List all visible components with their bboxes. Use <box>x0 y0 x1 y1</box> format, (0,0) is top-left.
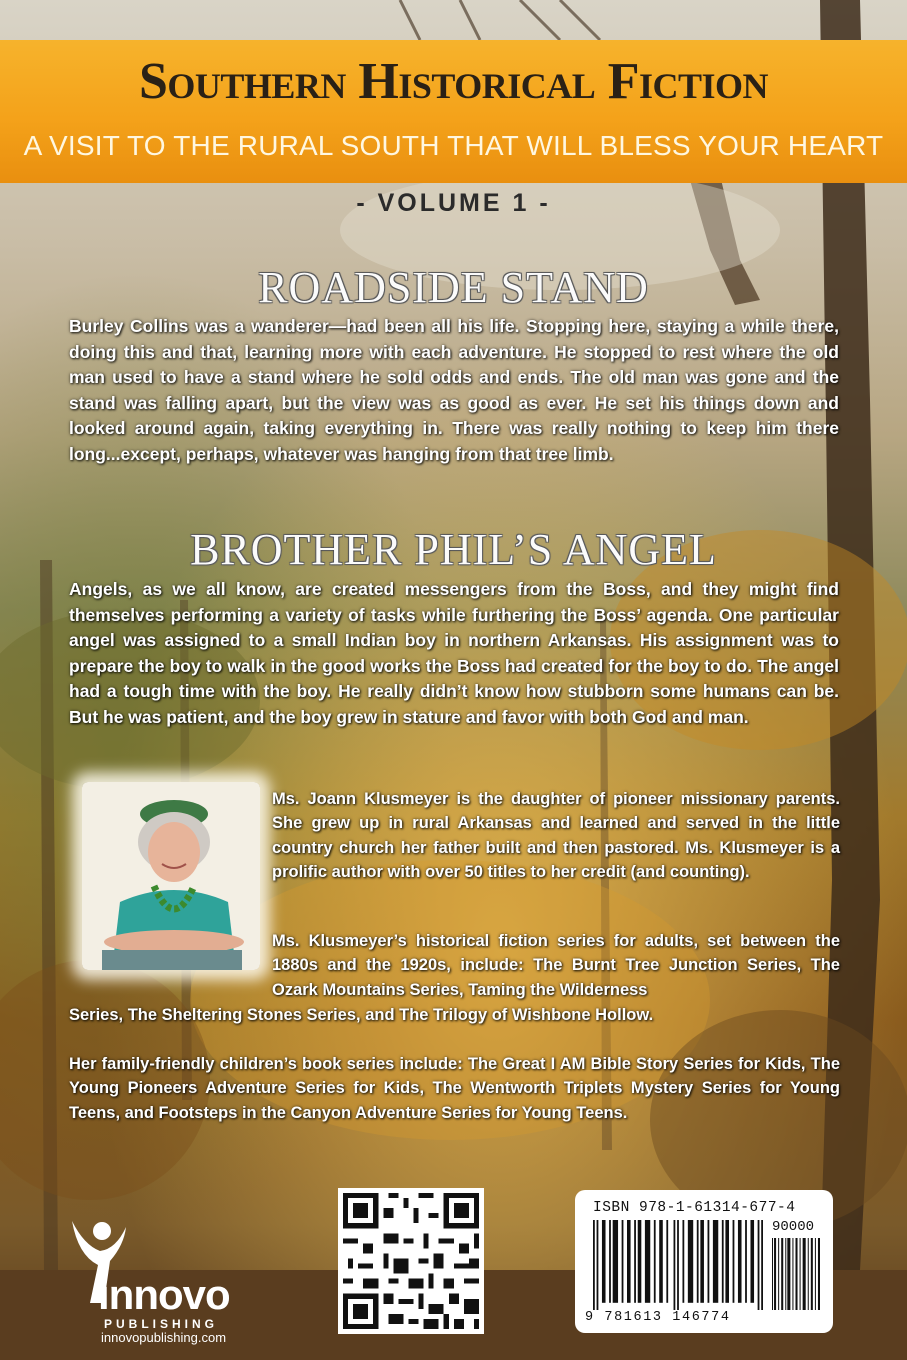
author-photo <box>82 782 260 970</box>
story-blurb-roadside-stand: Burley Collins was a wanderer—had been all his life. Stopping here, staying a while there, doing this and that, learning more with each adventure. He stopped to rest where the old man used to have a stand where he sold odds and ends. The old man was gone and the stand was falling apart, but the view was as good as ever. He set his things down and looked around again, taking everything in. There was really nothing to keep him there long...except, perhaps, whatever was hanging from that tree limb. <box>69 316 839 464</box>
author-bio: Ms. Joann Klusmeyer is the daughter of pioneer missionary parents. She grew up in rural Arkansas and learned and served in the little country church her father built and then pastored. Ms. Klusmeyer is a prolific author with over 50 titles to her credit (and counting). <box>272 790 840 882</box>
publisher-url: innovopublishing.com <box>101 1330 227 1345</box>
barcode-icon <box>593 1220 763 1310</box>
price-code: 90000 <box>772 1219 815 1235</box>
author-adult-series-cont: Series, The Sheltering Stones Series, and The Trilogy of Wishbone Hollow. <box>69 1006 654 1024</box>
story-title-roadside-stand: ROADSIDE STAND <box>258 263 649 312</box>
story-blurb-brother-phils-angel: Angels, as we all know, are created messengers from the Boss, and they might find themselves performing a variety of tasks while furthering the Boss’ agenda. One particular angel was assigned to a small Indian boy in northern Arkansas. His assignment was to prepare the boy to walk in the good works the Boss had created for the boy to do. The angel had a tough time with the boy. He really didn’t know how stubborn some humans can be. But he was patient, and the boy grew in stature and favor with both God and man. <box>69 579 839 727</box>
story-title-brother-phils-angel: BROTHER PHIL’S ANGEL <box>190 525 717 574</box>
price-barcode-icon <box>772 1238 820 1310</box>
isbn-label: ISBN 978-1-61314-677-4 <box>593 1200 796 1216</box>
volume-label: - VOLUME 1 - <box>356 189 551 217</box>
author-adult-series: Ms. Klusmeyer’s historical fiction series for adults, set between the 1880s and the 1920s, include: The Burnt Tree Junction Series, The Ozark Mountains Series, Taming the Wilderness <box>272 932 840 999</box>
series-subtitle: A VISIT TO THE RURAL SOUTH THAT WILL BLESS YOUR HEART <box>23 130 884 161</box>
isbn-barcode <box>575 1190 833 1333</box>
series-title: Southern Historical Fiction <box>138 53 769 110</box>
qr-code-icon <box>338 1188 484 1334</box>
publisher-tagline: PUBLISHING <box>104 1317 219 1331</box>
author-children-series: Her family-friendly children’s book series include: The Great I AM Bible Story Series for Kids, The Young Pioneers Adventure Series for Kids, The Wentworth Triplets Mystery Series for Young Teens, and Footsteps in the Canyon Adventure Series for Young Teens. <box>69 1055 840 1122</box>
ean-digits: 9 781613 146774 <box>585 1310 731 1325</box>
publisher-logo <box>68 1215 268 1345</box>
publisher-name: innovo <box>98 1271 230 1318</box>
